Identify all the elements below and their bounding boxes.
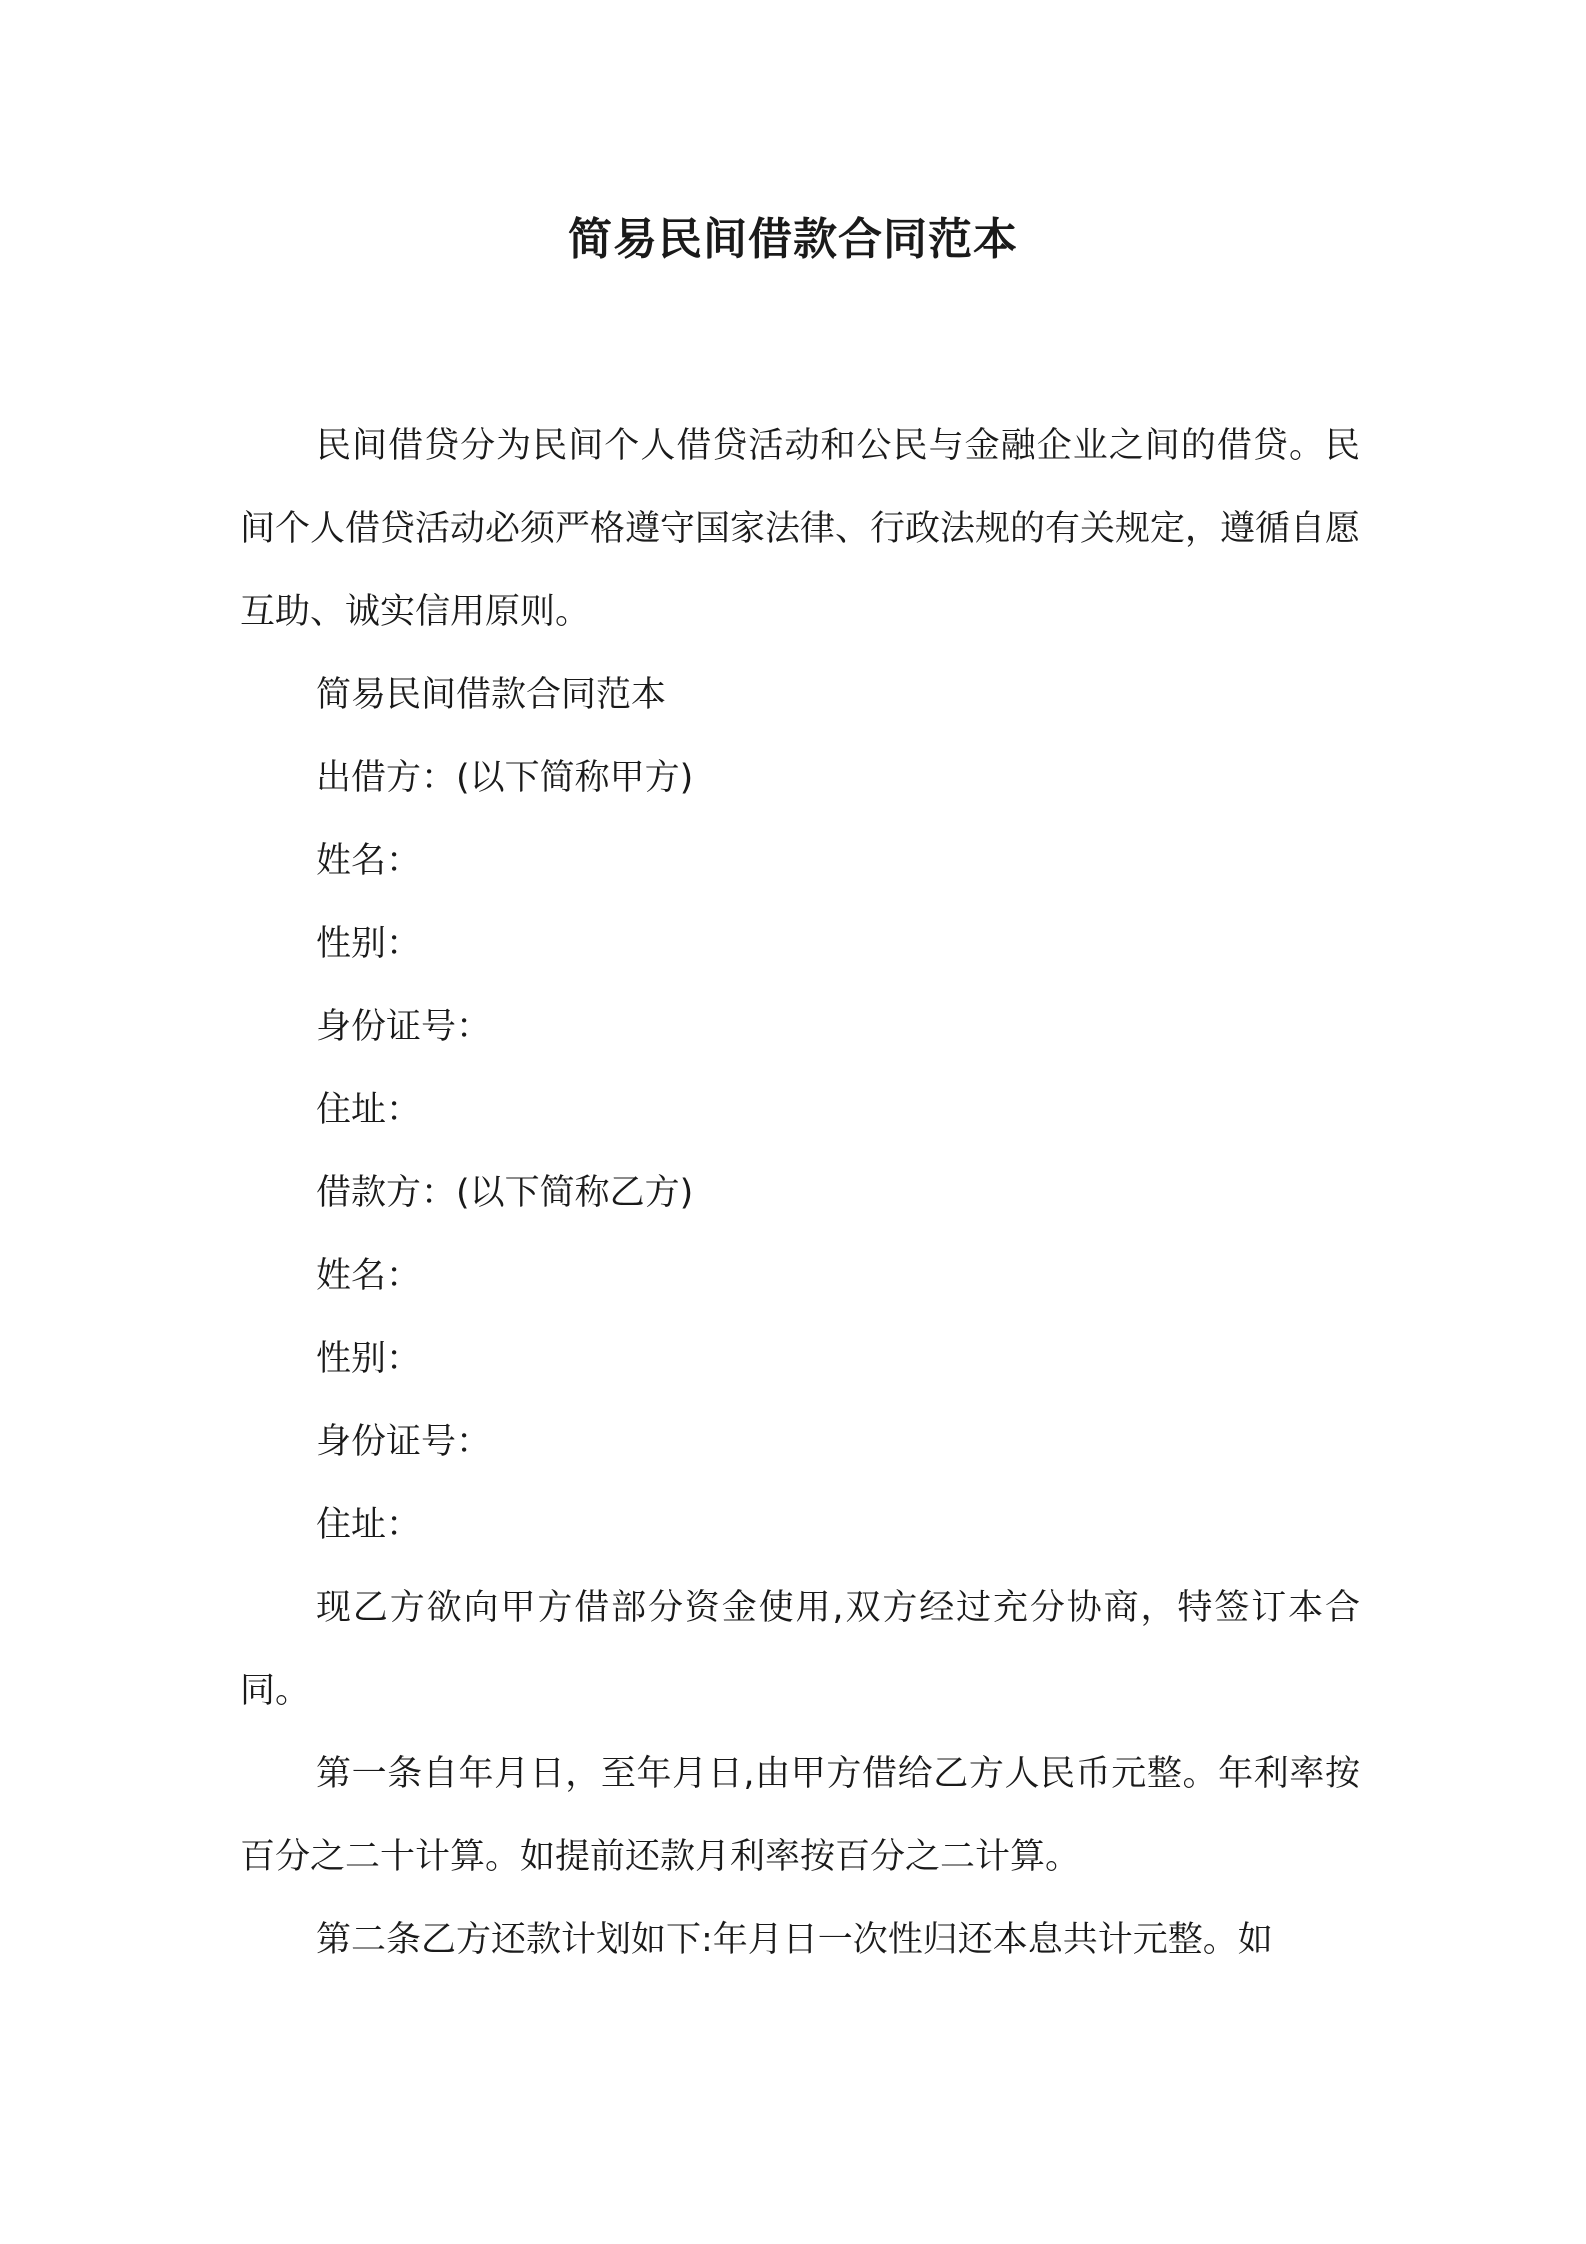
document-body	[240, 405, 1360, 1982]
lender-name-label: 姓名：	[316, 841, 422, 881]
borrower-address-label: 住址：	[316, 1505, 422, 1545]
lender-id-label: 身份证号：	[316, 1007, 492, 1047]
lender-heading: 出借方：(以下简称甲方)	[316, 758, 694, 798]
preamble-paragraph: 现乙方欲向甲方借部分资金使用,双方经过充分协商，特签订本合同。	[240, 1588, 1360, 1711]
article-2-paragraph: 第二条乙方还款计划如下:年月日一次性归还本息共计元整。如	[316, 1920, 1273, 1960]
borrower-heading: 借款方：(以下简称乙方)	[316, 1173, 694, 1213]
article-1-paragraph: 第一条自年月日，至年月日,由甲方借给乙方人民币元整。年利率按百分之二十计算。如提前还款月利率按百分之二计算。	[240, 1754, 1360, 1877]
contract-subtitle: 简易民间借款合同范本	[316, 675, 667, 715]
lender-address-label: 住址：	[316, 1090, 422, 1130]
lender-gender-label: 性别：	[316, 924, 422, 964]
document-title: 简易民间借款合同范本	[568, 214, 1018, 265]
borrower-name-label: 姓名：	[316, 1256, 422, 1296]
borrower-gender-label: 性别：	[316, 1339, 422, 1379]
intro-paragraph: 民间借贷分为民间个人借贷活动和公民与金融企业之间的借贷。民间个人借贷活动必须严格遵守国家法律、行政法规的有关规定，遵循自愿互助、诚实信用原则。	[240, 426, 1361, 632]
borrower-id-label: 身份证号：	[316, 1422, 492, 1462]
